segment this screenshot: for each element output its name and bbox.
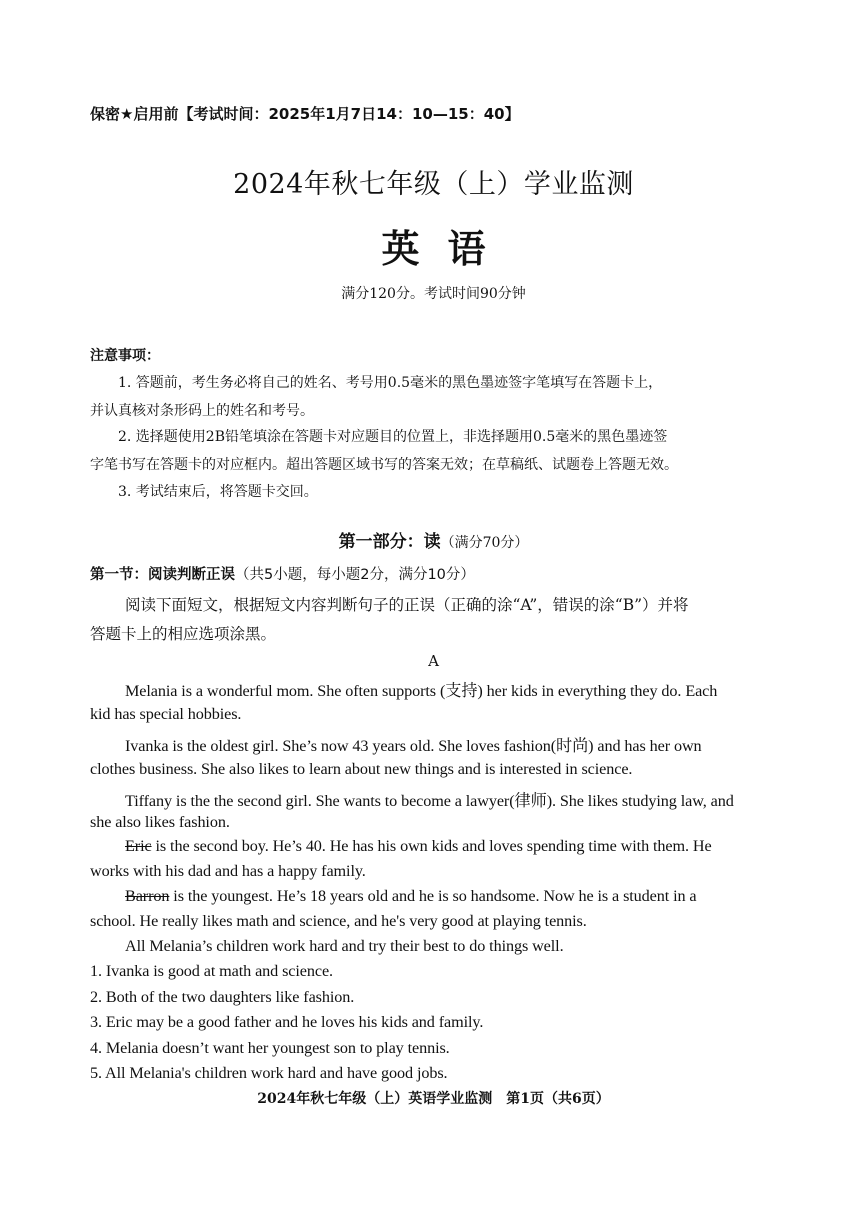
passage-paragraph-1-line-2: kid has special hobbies.: [90, 705, 242, 723]
passage-paragraph-1-line-1: Melania is a wonderful mom. She often supports (支持) her kids in everything they do. Each: [125, 682, 718, 700]
passage-paragraph-5-line-2: school. He really likes math and science, and he's very good at playing tennis.: [90, 912, 587, 930]
confidential-header: 保密★启用前【考试时间：2025年1月7日14：10—15：40】: [90, 105, 520, 123]
subject-title: 英语: [381, 226, 514, 271]
notice-line-2: 并认真核对条形码上的姓名和考号。: [90, 403, 314, 419]
section-one-info: （共5小题，每小题2分，满分10分）: [235, 567, 475, 583]
exam-title: 2024年秋七年级（上）学业监测: [233, 169, 634, 200]
question-5: 5. All Melania's children work hard and have good jobs.: [90, 1064, 448, 1082]
passage-paragraph-2-line-2: clothes business. She also likes to learn about new things and is interested in science.: [90, 760, 633, 778]
section-one-label: 第一节：阅读判断正误: [90, 567, 235, 583]
notice-line-1: 1. 答题前，考生务必将自己的姓名、考号用0.5毫米的黑色墨迹签字笔填写在答题卡上，: [118, 375, 663, 391]
instruction-line-2: 答题卡上的相应选项涂黑。: [90, 625, 277, 643]
passage-paragraph-2-line-1: Ivanka is the oldest girl. She’s now 43 years old. She loves fashion(时尚) and has her own: [125, 737, 702, 755]
passage-label: A: [428, 652, 439, 670]
passage-paragraph-3-line-1: Tiffany is the the second girl. She wants to become a lawyer(律师). She likes studying law, and: [125, 792, 734, 810]
score-info: 满分120分。考试时间90分钟: [341, 286, 526, 302]
question-3: 3. Eric may be a good father and he loves his kids and family.: [90, 1013, 484, 1031]
name-barron: Barron: [125, 887, 170, 905]
passage-paragraph-4-line-1: Eric is the second boy. He’s 40. He has his own kids and loves spending time with them. He: [125, 837, 712, 855]
instruction-line-1: 阅读下面短文，根据短文内容判断句子的正误（正确的涂“A”，错误的涂“B”）并将: [125, 596, 689, 614]
page-footer: 2024年秋七年级（上）英语学业监测 第1页（共6页）: [257, 1091, 610, 1107]
passage-paragraph-5-line-1: Barron is the youngest. He’s 18 years old and he is so handsome. Now he is a student in a: [125, 887, 697, 905]
question-1: 1. Ivanka is good at math and science.: [90, 962, 333, 980]
notice-line-5: 3. 考试结束后，将答题卡交回。: [118, 484, 318, 500]
question-4: 4. Melania doesn’t want her youngest son to play tennis.: [90, 1039, 450, 1057]
part-one-label: 第一部分：读: [338, 532, 441, 552]
notice-heading: 注意事项：: [90, 348, 160, 364]
name-eric: Eric: [125, 837, 152, 855]
passage-paragraph-3-line-2: she also likes fashion.: [90, 813, 230, 831]
passage-paragraph-4-line-2: works with his dad and has a happy family.: [90, 862, 366, 880]
notice-line-4: 字笔书写在答题卡的对应框内。超出答题区域书写的答案无效；在草稿纸、试题卷上答题无效。: [90, 457, 678, 473]
part-one-score: （满分70分）: [440, 535, 529, 551]
part-one-title: [0, 527, 867, 552]
question-2: 2. Both of the two daughters like fashion.: [90, 988, 355, 1006]
passage-paragraph-6-line-1: All Melania’s children work hard and try their best to do things well.: [125, 937, 564, 955]
notice-line-3: 2. 选择题使用2B铅笔填涂在答题卡对应题目的位置上，非选择题用0.5毫米的黑色墨迹签: [118, 429, 668, 445]
section-one-title: [90, 563, 475, 584]
name-melania: Melania: [125, 682, 178, 700]
name-ivanka: Ivanka: [125, 737, 169, 755]
name-tiffany: Tiffany: [125, 792, 172, 810]
